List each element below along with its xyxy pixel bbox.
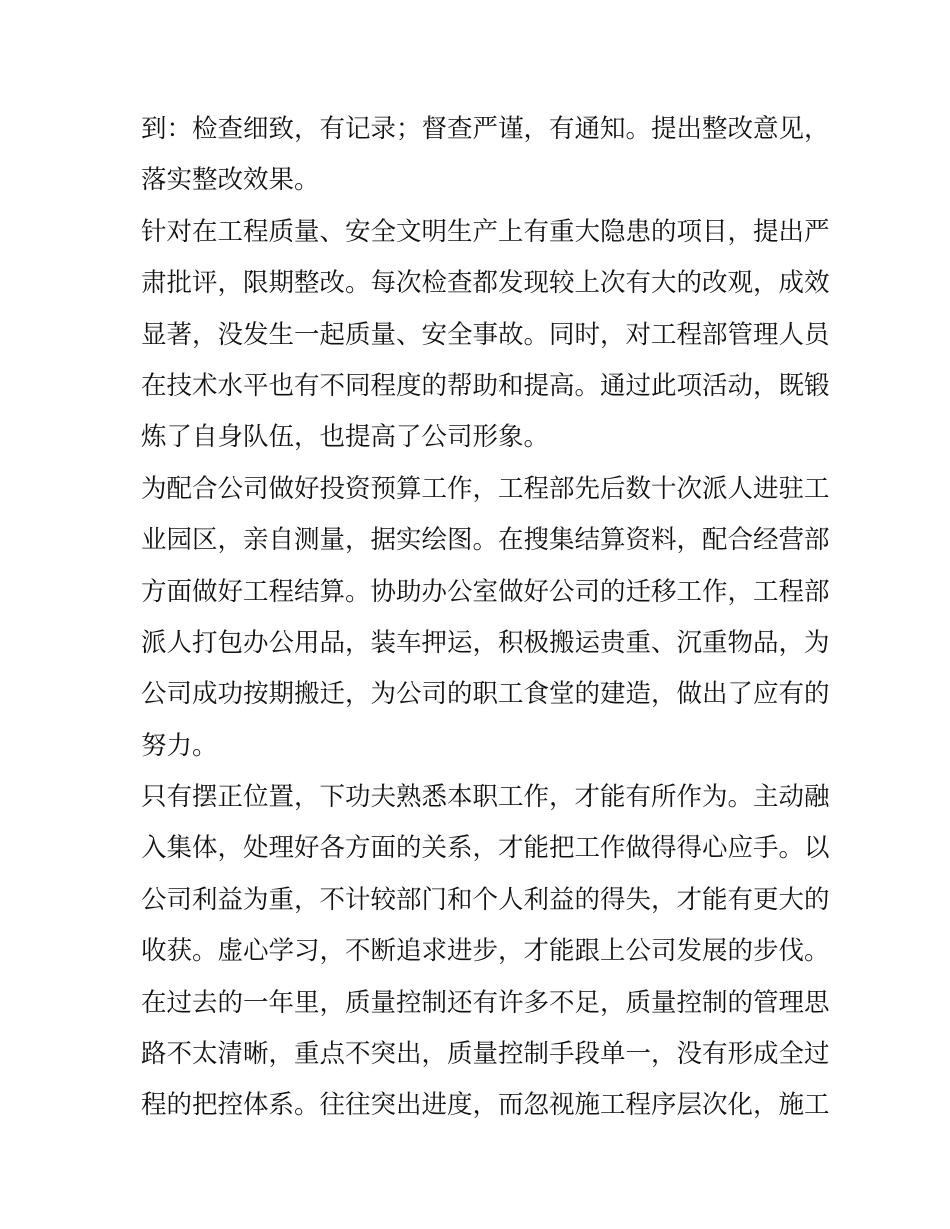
text-line: 公司成功按期搬迁，为公司的职工食堂的建造，做出了应有的	[141, 679, 830, 710]
text-line: 肃批评，限期整改。每次检查都发现较上次有大的改观，成效	[141, 268, 830, 299]
text-line: 炼了自身队伍，也提高了公司形象。	[141, 422, 550, 453]
text-line: 显著，没发生一起质量、安全事故。同时，对工程部管理人员	[141, 319, 830, 350]
text-line: 程的把控体系。往往突出进度，而忽视施工程序层次化，施工	[141, 1090, 830, 1121]
text-line: 只有摆正位置，下功夫熟悉本职工作，才能有所作为。主动融	[141, 782, 830, 813]
text-line: 公司利益为重，不计较部门和个人利益的得失，才能有更大的	[141, 884, 830, 915]
text-line: 到：检查细致，有记录；督查严谨，有通知。提出整改意见，	[141, 114, 830, 144]
text-line: 在过去的一年里，质量控制还有许多不足，质量控制的管理思	[141, 987, 830, 1018]
text-line: 针对在工程质量、安全文明生产上有重大隐患的项目，提出严	[141, 216, 830, 247]
text-line: 落实整改效果。	[141, 165, 320, 196]
text-line: 努力。	[141, 730, 218, 761]
text-line: 派人打包办公用品，装车押运，积极搬运贵重、沉重物品，为	[141, 627, 830, 658]
text-line: 收获。虚心学习，不断追求进步，才能跟上公司发展的步伐。	[141, 936, 830, 967]
text-line: 路不太清晰，重点不突出，质量控制手段单一，没有形成全过	[141, 1039, 830, 1070]
text-line: 为配合公司做好投资预算工作，工程部先后数十次派人进驻工	[141, 473, 830, 504]
text-line: 在技术水平也有不同程度的帮助和提高。通过此项活动，既锻	[141, 370, 830, 401]
body-text	[141, 104, 830, 1132]
text-line: 入集体，处理好各方面的关系，才能把工作做得得心应手。以	[141, 833, 830, 864]
text-line: 业园区，亲自测量，据实绘图。在搜集结算资料，配合经营部	[141, 525, 830, 556]
text-line: 方面做好工程结算。协助办公室做好公司的迁移工作，工程部	[141, 576, 830, 607]
